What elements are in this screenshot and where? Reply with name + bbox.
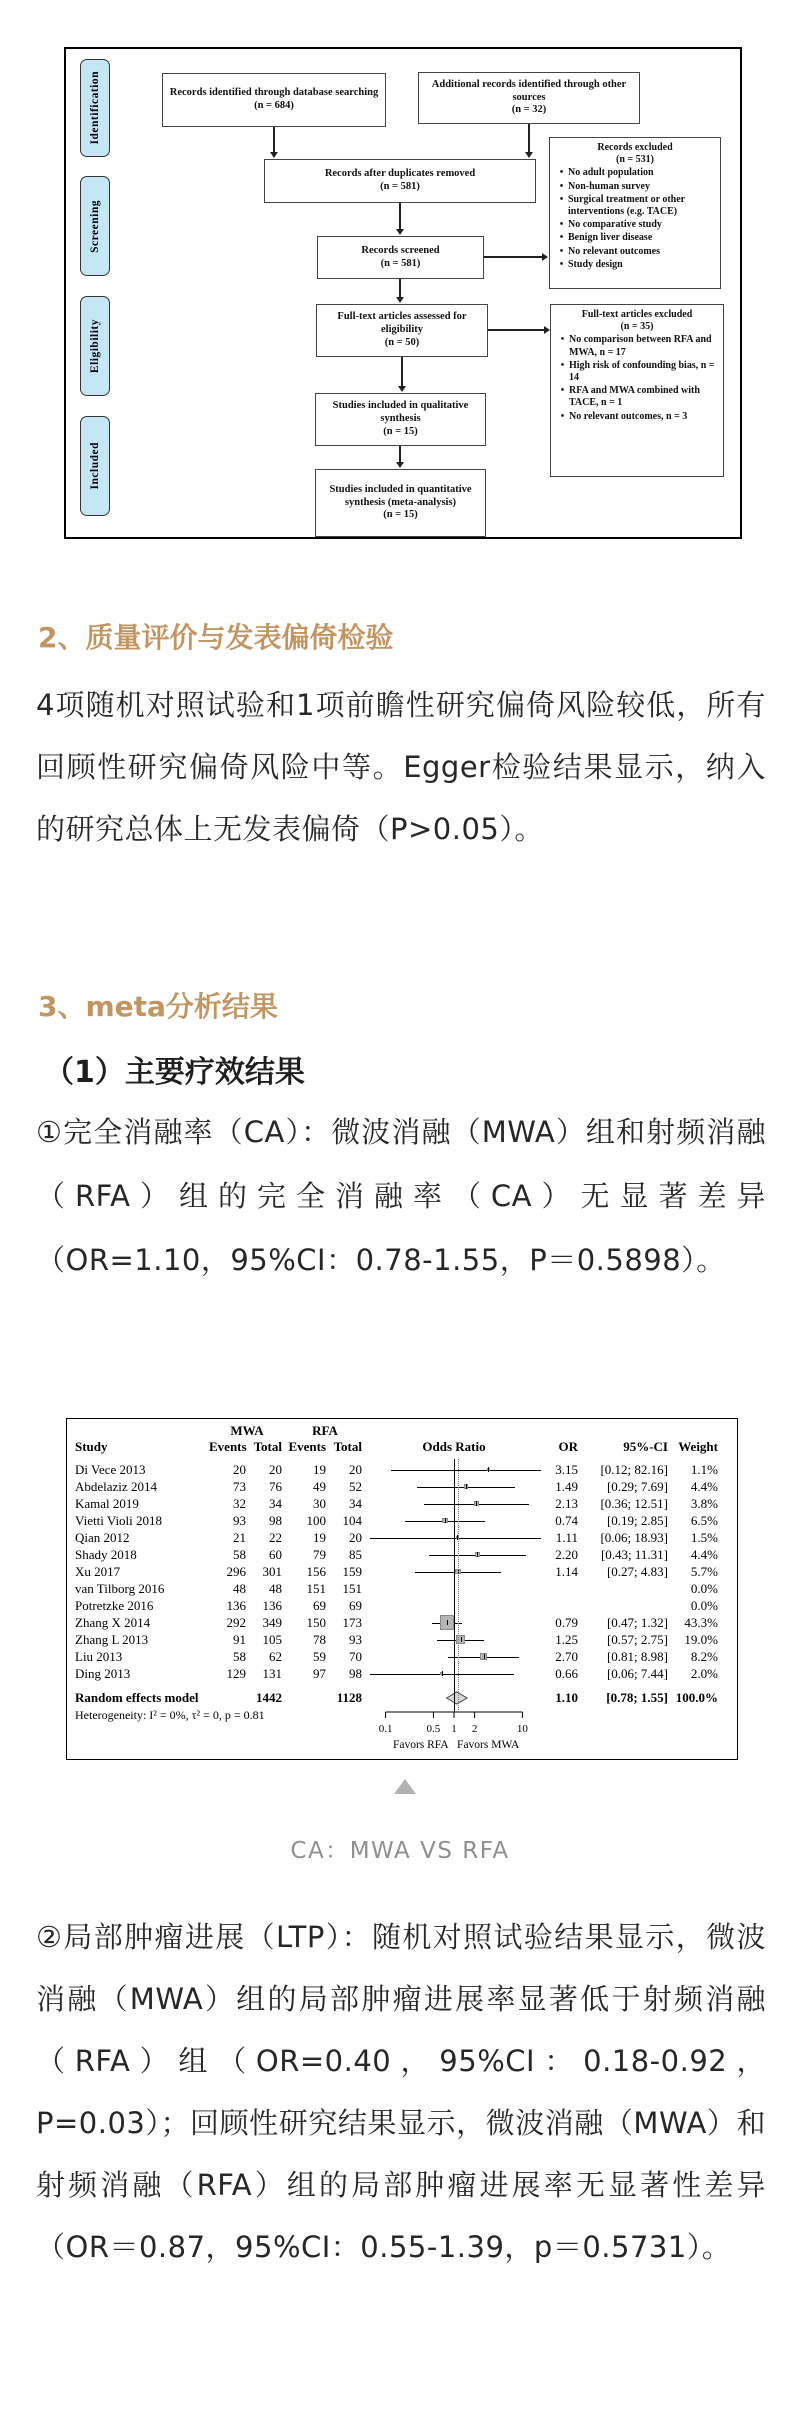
- arrow-other-to-dedup: [528, 124, 530, 153]
- arrow-screened-to-fulltext: [399, 279, 401, 298]
- bullet-icon: •: [560, 410, 565, 422]
- or-value: 2.20: [555, 1546, 578, 1562]
- box-duplicates-removed-n: (n = 581): [380, 181, 420, 192]
- bullet-icon: •: [559, 167, 564, 179]
- rfa-total: 85: [349, 1546, 362, 1562]
- exclusion-item-text: No comparative study: [568, 219, 662, 231]
- box-fulltext-assessed: [316, 304, 488, 357]
- mwa-total: 301: [262, 1563, 282, 1579]
- weight-value: 0.0%: [690, 1597, 718, 1613]
- mwa-events: 136: [226, 1597, 246, 1613]
- box-fulltext-assessed-n: (n = 50): [384, 336, 420, 348]
- ci-line: [391, 1470, 541, 1471]
- ci-value: [0.27; 4.83]: [606, 1563, 668, 1579]
- col-rfa-events: Events: [288, 1438, 326, 1454]
- stage-eligibility: [80, 296, 110, 396]
- caption-triangle-icon: [394, 1779, 416, 1794]
- arrow-fulltext-to-excluded: [488, 329, 544, 331]
- box-fulltext-assessed-text: Full-text articles assessed for eligibility: [337, 311, 467, 336]
- mwa-events: 93: [233, 1512, 246, 1528]
- forest-row: [73, 1546, 731, 1563]
- rfa-total: 70: [349, 1648, 362, 1664]
- records-excluded-list: [555, 167, 715, 271]
- rfa-events: 79: [313, 1546, 326, 1562]
- box-quantitative-synthesis: [315, 469, 486, 537]
- study-name: Shady 2018: [75, 1546, 137, 1562]
- forest-x-axis: [365, 1708, 543, 1756]
- rfa-events: 156: [306, 1563, 326, 1579]
- arrowhead-fulltext-to-excluded: [544, 326, 550, 334]
- or-value: 1.11: [555, 1529, 578, 1545]
- study-name: Zhang X 2014: [75, 1614, 151, 1630]
- arrow-screened-to-excluded: [484, 256, 542, 258]
- rfa-events: 19: [313, 1529, 326, 1545]
- study-name: Ding 2013: [75, 1665, 131, 1681]
- study-name: Di Vece 2013: [75, 1461, 146, 1477]
- box-other-sources-n: (n = 32): [511, 104, 547, 116]
- or-value: 1.14: [555, 1563, 578, 1579]
- box-records-excluded: [549, 137, 721, 289]
- bullet-icon: •: [559, 245, 564, 257]
- col-weight: Weight: [678, 1438, 718, 1454]
- forest-study-rows: [73, 1461, 731, 1682]
- exclusion-item-text: Benign liver disease: [568, 232, 653, 244]
- ci-value: [0.47; 1.32]: [606, 1614, 668, 1630]
- col-mwa-total: Total: [253, 1438, 282, 1454]
- rfa-events: 100: [306, 1512, 326, 1528]
- forest-row: [73, 1614, 731, 1631]
- box-fulltext-excluded-n: (n = 35): [620, 321, 654, 333]
- rfa-events: 78: [313, 1631, 326, 1647]
- exclusion-item-text: No relevant outcomes: [568, 245, 661, 257]
- weight-value: 1.1%: [690, 1461, 718, 1477]
- mwa-total: 136: [262, 1597, 282, 1613]
- or-value: 3.15: [555, 1461, 578, 1477]
- mwa-total: 48: [269, 1580, 282, 1596]
- stage-identification-label: Identification: [89, 71, 101, 145]
- or-value: 0.66: [555, 1665, 578, 1681]
- mwa-events: 296: [226, 1563, 246, 1579]
- forest-row: [73, 1461, 731, 1478]
- para-complete-ablation: ①完全消融率（CA）：微波消融（MWA）组和射频消融（RFA）组的完全消融率（CA）无显著差异（OR=1.10，95%CI：0.78-1.55，P＝0.5898）。: [36, 1115, 766, 1277]
- col-or: OR: [558, 1438, 578, 1454]
- stage-identification: [80, 59, 110, 157]
- ci-value: [0.06; 18.93]: [600, 1529, 668, 1545]
- rfa-events: 19: [313, 1461, 326, 1477]
- or-value: 1.25: [555, 1631, 578, 1647]
- forest-row: [73, 1529, 731, 1546]
- reference-line-summary: [458, 1459, 459, 1712]
- ci-value: [0.06; 7.44]: [606, 1665, 668, 1681]
- rfa-events: 97: [313, 1665, 326, 1681]
- mwa-total: 131: [262, 1665, 282, 1681]
- arrow-dedup-to-screened: [399, 203, 401, 230]
- study-name: van Tilborg 2016: [75, 1580, 165, 1596]
- rfa-total: 69: [349, 1597, 362, 1613]
- fulltext-excluded-list: [556, 334, 718, 422]
- mwa-total: 98: [269, 1512, 282, 1528]
- exclusion-item-text: Surgical treatment or other interventions (e.g. TACE): [568, 193, 685, 217]
- weight-value: 3.8%: [690, 1495, 718, 1511]
- or-value: 2.70: [555, 1648, 578, 1664]
- box-qualitative-synthesis-text: Studies included in qualitative synthesis: [332, 400, 469, 425]
- col-study: Study: [75, 1438, 108, 1454]
- box-database-search-text: Records identified through database searching: [169, 87, 379, 99]
- exclusion-item: [555, 194, 715, 218]
- rfa-total: 20: [349, 1529, 362, 1545]
- rfa-events: 69: [313, 1597, 326, 1613]
- mwa-events: 58: [233, 1648, 246, 1664]
- col-odds-ratio-plot: Odds Ratio: [422, 1438, 486, 1454]
- exclusion-item-text: No relevant outcomes, n = 3: [569, 410, 688, 422]
- forest-row: [73, 1478, 731, 1495]
- exclusion-item-text: Study design: [568, 258, 623, 270]
- box-qualitative-synthesis-n: (n = 15): [383, 425, 418, 437]
- box-fulltext-excluded: [550, 304, 724, 477]
- ci-value: [0.19; 2.85]: [606, 1512, 668, 1528]
- rfa-total: 104: [342, 1512, 362, 1528]
- prisma-flow-diagram: [64, 47, 742, 539]
- box-other-sources: [418, 72, 640, 124]
- study-name: Kamal 2019: [75, 1495, 139, 1511]
- svg-text:1: 1: [451, 1723, 457, 1735]
- box-qualitative-synthesis: [315, 393, 486, 446]
- summary-mwa-total: 1442: [256, 1690, 282, 1705]
- weight-value: 43.3%: [684, 1614, 718, 1630]
- mwa-total: 76: [269, 1478, 282, 1494]
- arrow-fulltext-to-qualitative: [401, 357, 403, 387]
- weight-value: 19.0%: [684, 1631, 718, 1647]
- arrowhead-qualitative-to-quantitative: [396, 462, 404, 468]
- rfa-total: 93: [349, 1631, 362, 1647]
- svg-text:10: 10: [516, 1723, 528, 1735]
- summary-weight: 100.0%: [675, 1690, 718, 1705]
- col-group-rfa: RFA: [312, 1423, 338, 1438]
- box-quantitative-synthesis-n: (n = 15): [383, 509, 418, 521]
- box-database-search: [162, 73, 386, 127]
- or-value: 0.74: [555, 1512, 578, 1528]
- box-fulltext-excluded-title: Full-text articles excluded: [581, 309, 693, 320]
- mwa-total: 105: [262, 1631, 282, 1647]
- box-records-excluded-n: (n = 531): [616, 154, 654, 166]
- point-estimate-tick: [488, 1467, 489, 1472]
- section3-heading: 3、meta分析结果: [38, 990, 278, 1023]
- box-quantitative-synthesis-text: Studies included in quantitative synthesis (meta-analysis): [329, 483, 472, 508]
- mwa-total: 20: [269, 1461, 282, 1477]
- mwa-events: 20: [233, 1461, 246, 1477]
- forest-plot-body: [67, 1419, 737, 1759]
- box-records-excluded-title: Records excluded: [597, 142, 673, 153]
- rfa-total: 159: [342, 1563, 362, 1579]
- weight-value: 4.4%: [690, 1546, 718, 1562]
- stage-screening-label: Screening: [89, 199, 101, 253]
- ci-value: [0.12; 82.16]: [600, 1461, 668, 1477]
- col-mwa-events: Events: [209, 1438, 247, 1454]
- forest-header-groups: [73, 1423, 731, 1438]
- mwa-events: 21: [233, 1529, 246, 1545]
- para-local-tumor-progression: ②局部肿瘤进展（LTP）：随机对照试验结果显示，微波消融（MWA）组的局部肿瘤进展率显著低于射频消融（RFA）组（OR=0.40，95%CI：0.18-0.92，P=0.03）；回顾性研究结果显示，微波消融（MWA）和射频消融（RFA）组的局部肿瘤进展率无显著性差异（OR＝0.87，95%CI：0.55-1.39，p＝0.5731）。: [36, 1920, 766, 2264]
- exclusion-item-text: RFA and MWA combined with TACE, n = 1: [569, 385, 700, 409]
- rfa-total: 151: [342, 1580, 362, 1596]
- box-other-sources-text: Additional records identified through other sources: [431, 78, 627, 103]
- exclusion-item: [556, 360, 718, 384]
- rfa-total: 98: [349, 1665, 362, 1681]
- study-name: Abdelaziz 2014: [75, 1478, 157, 1494]
- weight-value: 8.2%: [690, 1648, 718, 1664]
- arrowhead-fulltext-to-qualitative: [398, 386, 406, 392]
- mwa-total: 34: [269, 1495, 282, 1511]
- x-axis-svg: [365, 1708, 543, 1756]
- arrowhead-screened-to-fulltext: [396, 297, 404, 303]
- exclusion-item: [555, 219, 715, 231]
- mwa-total: 349: [262, 1614, 282, 1630]
- svg-text:2: 2: [471, 1723, 478, 1735]
- mwa-total: 60: [269, 1546, 282, 1562]
- exclusion-item-text: No adult population: [568, 167, 654, 179]
- study-name: Qian 2012: [75, 1529, 130, 1545]
- point-estimate-tick: [477, 1552, 478, 1557]
- bullet-icon: •: [559, 258, 564, 270]
- mwa-events: 73: [233, 1478, 246, 1494]
- rfa-events: 59: [313, 1648, 326, 1664]
- exclusion-item: [555, 232, 715, 244]
- stage-included: [80, 416, 110, 516]
- section3-subheading: （1）主要疗效结果: [44, 1055, 305, 1090]
- box-duplicates-removed: [264, 159, 536, 203]
- rfa-total: 34: [349, 1495, 362, 1511]
- exclusion-item-text: High risk of confounding bias, n = 14: [569, 359, 715, 383]
- forest-footer: [73, 1708, 731, 1756]
- or-value: 0.79: [555, 1614, 578, 1630]
- or-value: 2.13: [555, 1495, 578, 1511]
- stage-included-label: Included: [89, 442, 101, 490]
- heterogeneity-text: Heterogeneity: I² = 0%, τ² = 0, p = 0.81: [75, 1708, 265, 1722]
- forest-row: [73, 1580, 731, 1597]
- arrowhead-db-to-dedup: [270, 152, 278, 158]
- forest-row: [73, 1648, 731, 1665]
- box-records-screened-text: Records screened: [361, 244, 440, 256]
- study-name: Xu 2017: [75, 1563, 121, 1579]
- forest-summary-row: [73, 1688, 731, 1708]
- exclusion-item: [556, 385, 718, 409]
- point-estimate-tick: [476, 1501, 477, 1506]
- rfa-total: 20: [349, 1461, 362, 1477]
- svg-text:Favors MWA: Favors MWA: [457, 1739, 520, 1751]
- forest-row: [73, 1665, 731, 1682]
- exclusion-item: [555, 246, 715, 258]
- mwa-events: 32: [233, 1495, 246, 1511]
- forest-row: [73, 1495, 731, 1512]
- exclusion-item-text: No comparison between RFA and MWA, n = 17: [569, 334, 712, 358]
- ci-value: [0.57; 2.75]: [606, 1631, 668, 1647]
- bullet-icon: •: [559, 232, 564, 244]
- figure-caption: CA：MWA VS RFA: [290, 1838, 510, 1864]
- weight-value: 0.0%: [690, 1580, 718, 1596]
- svg-text:0.5: 0.5: [426, 1723, 441, 1735]
- mwa-events: 129: [226, 1665, 246, 1681]
- forest-row: [73, 1631, 731, 1648]
- point-estimate-tick: [466, 1484, 467, 1489]
- rfa-total: 173: [342, 1614, 362, 1630]
- box-duplicates-removed-text: Records after duplicates removed: [324, 168, 476, 180]
- mwa-events: 292: [226, 1614, 246, 1630]
- or-value: 1.49: [555, 1478, 578, 1494]
- box-database-search-n: (n = 684): [254, 100, 294, 111]
- study-name: Potretzke 2016: [75, 1597, 154, 1613]
- forest-row: [73, 1563, 731, 1580]
- exclusion-item: [556, 411, 718, 423]
- weight-value: 4.4%: [690, 1478, 718, 1494]
- forest-row: [73, 1597, 731, 1614]
- mwa-events: 48: [233, 1580, 246, 1596]
- arrowhead-screened-to-excluded: [542, 253, 548, 261]
- arrowhead-other-to-dedup: [525, 152, 533, 158]
- point-estimate-tick: [442, 1671, 443, 1676]
- arrowhead-dedup-to-screened: [396, 229, 404, 235]
- exclusion-item: [555, 167, 715, 179]
- weight-value: 5.7%: [690, 1563, 718, 1579]
- bullet-icon: •: [560, 359, 565, 371]
- forest-plot-figure: [66, 1418, 738, 1760]
- exclusion-item-text: Non-human survey: [568, 180, 650, 192]
- bullet-icon: •: [559, 219, 564, 231]
- stage-screening: [80, 176, 110, 276]
- weight-value: 1.5%: [690, 1529, 718, 1545]
- point-estimate-tick: [445, 1518, 446, 1523]
- stage-eligibility-label: Eligibility: [89, 318, 101, 374]
- bullet-icon: •: [560, 385, 565, 397]
- point-estimate-tick: [447, 1620, 448, 1625]
- ci-value: [0.36; 12.51]: [600, 1495, 668, 1511]
- section2-heading: 2、质量评价与发表偏倚检验: [38, 621, 394, 654]
- ci-value: [0.43; 11.31]: [600, 1546, 668, 1562]
- mwa-total: 62: [269, 1648, 282, 1664]
- mwa-events: 91: [233, 1631, 246, 1647]
- ci-value: [0.81; 8.98]: [606, 1648, 668, 1664]
- point-estimate-tick: [484, 1654, 485, 1659]
- study-name: Liu 2013: [75, 1648, 123, 1664]
- bullet-icon: •: [560, 334, 565, 346]
- ci-value: [0.29; 7.69]: [606, 1478, 668, 1494]
- mwa-events: 58: [233, 1546, 246, 1562]
- exclusion-item: [555, 181, 715, 193]
- bullet-icon: •: [559, 193, 564, 205]
- summary-label: Random effects model: [75, 1690, 199, 1705]
- section2-body: 4项随机对照试验和1项前瞻性研究偏倚风险较低，所有回顾性研究偏倚风险中等。Egger检验结果显示，纳入的研究总体上无发表偏倚（P>0.05）。: [36, 688, 766, 846]
- mwa-total: 22: [269, 1529, 282, 1545]
- summary-ci: [0.78; 1.55]: [606, 1690, 668, 1705]
- exclusion-item: [556, 334, 718, 358]
- box-records-screened: [317, 236, 484, 279]
- study-name: Zhang L 2013: [75, 1631, 149, 1647]
- exclusion-item: [555, 259, 715, 271]
- summary-rfa-total: 1128: [336, 1690, 362, 1705]
- arrow-qualitative-to-quantitative: [399, 446, 401, 463]
- summary-or: 1.10: [555, 1690, 578, 1705]
- point-estimate-tick: [461, 1637, 462, 1642]
- col-rfa-total: Total: [333, 1438, 362, 1454]
- reference-line-or1: [454, 1459, 455, 1712]
- weight-value: 6.5%: [690, 1512, 718, 1528]
- svg-text:0.1: 0.1: [378, 1723, 393, 1735]
- rfa-events: 30: [313, 1495, 326, 1511]
- col-group-mwa: MWA: [230, 1423, 264, 1438]
- svg-text:Favors RFA: Favors RFA: [392, 1739, 449, 1751]
- rfa-total: 52: [349, 1478, 362, 1494]
- col-ci: 95%-CI: [623, 1438, 668, 1454]
- weight-value: 2.0%: [690, 1665, 718, 1681]
- forest-row: [73, 1512, 731, 1529]
- forest-header-columns: [73, 1438, 731, 1455]
- arrow-db-to-dedup: [273, 127, 275, 153]
- rfa-events: 49: [313, 1478, 326, 1494]
- rfa-events: 151: [306, 1580, 326, 1596]
- rfa-events: 150: [306, 1614, 326, 1630]
- box-records-screened-n: (n = 581): [380, 257, 421, 269]
- study-name: Vietti Violi 2018: [75, 1512, 163, 1528]
- bullet-icon: •: [559, 180, 564, 192]
